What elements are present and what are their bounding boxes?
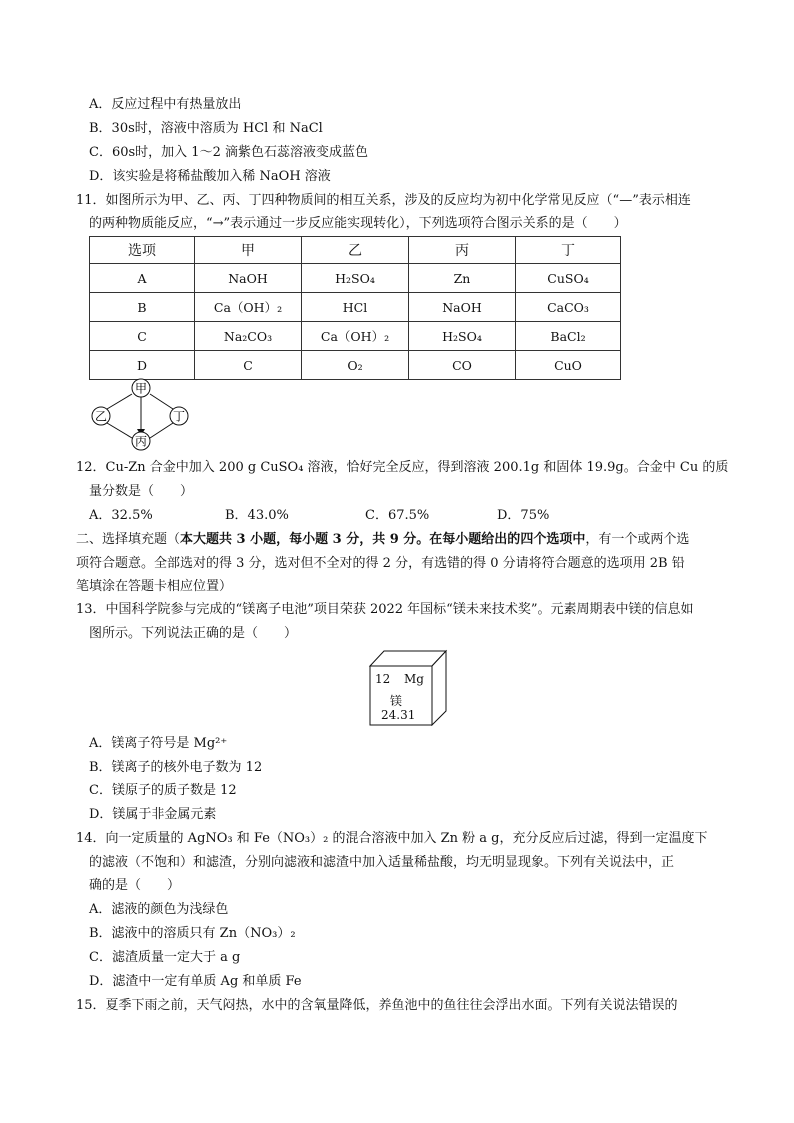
table-cell: NaOH [409, 293, 516, 322]
table-cell: O₂ [302, 351, 409, 380]
q11-stem-line1: 11．如图所示为甲、乙、丙、丁四种物质间的相互关系，涉及的反应均为初中化学常见反应（“—”表示相连 [76, 193, 691, 208]
periodic-element-card [367, 648, 449, 726]
table-cell: Ca（OH）₂ [302, 322, 409, 351]
table-cell: C [195, 351, 302, 380]
table-cell: D [90, 351, 195, 380]
q13-stem-line2: 图所示。下列说法正确的是（ ） [89, 626, 298, 641]
table-cell: BaCl₂ [516, 322, 621, 351]
table-header-cell: 乙 [302, 237, 409, 264]
q11-relation-diagram [86, 378, 196, 452]
atomic-mass: 24.31 [381, 708, 416, 722]
node-label-left: 乙 [94, 409, 108, 424]
q12-option-d: D．75% [497, 508, 550, 523]
q14-option-a: A．滤液的颜色为浅绿色 [89, 902, 229, 917]
table-cell: NaOH [195, 264, 302, 293]
node-label-bottom: 丙 [134, 434, 148, 449]
table-header-cell: 丙 [409, 237, 516, 264]
q10-option-d: D．该实验是将稀盐酸加入稀 NaOH 溶液 [89, 169, 331, 184]
table-header-cell: 丁 [516, 237, 621, 264]
table-header-cell: 甲 [195, 237, 302, 264]
node-label-top: 甲 [134, 381, 148, 396]
table-cell: Ca（OH）₂ [195, 293, 302, 322]
section2-heading-line1: 二、选择填充题（本大题共 3 小题，每小题 3 分，共 9 分。在每小题给出的四个选项中，有一个或两个选 [76, 532, 690, 547]
q11-options-table [89, 236, 621, 380]
q13-option-d: D．镁属于非金属元素 [89, 807, 217, 822]
table-cell: Na₂CO₃ [195, 322, 302, 351]
q12-option-c: C．67.5% [365, 508, 430, 523]
element-name: 镁 [390, 694, 403, 708]
table-cell: CuSO₄ [516, 264, 621, 293]
q12-stem-line2: 量分数是（ ） [89, 484, 194, 499]
node-label-right: 丁 [172, 409, 186, 424]
q13-stem-line1: 13．中国科学院参与完成的“镁离子电池”项目荣获 2022 年国标“镁未来技术奖”。元素周期表中镁的信息如 [76, 602, 694, 617]
table-cell: H₂SO₄ [302, 264, 409, 293]
q10-option-b: B．30s时，溶液中溶质为 HCl 和 NaCl [89, 121, 323, 136]
connector-line [150, 394, 173, 409]
q15-stem-line1: 15．夏季下雨之前，天气闷热，水中的含氧量降低，养鱼池中的鱼往往会浮出水面。下列有关说法错误的 [76, 998, 678, 1013]
q14-option-d: D．滤渣中一定有单质 Ag 和单质 Fe [89, 974, 302, 989]
q14-stem-line2: 的滤液（不饱和）和滤渣，分别向滤液和滤渣中加入适量稀盐酸，均无明显现象。下列有关说法中，正 [89, 855, 675, 870]
q10-option-a: A．反应过程中有热量放出 [89, 97, 242, 112]
q12-options [89, 506, 729, 526]
table-cell: HCl [302, 293, 409, 322]
q13-option-b: B．镁离子的核外电子数为 12 [89, 760, 263, 775]
table-row [90, 293, 621, 322]
table-cell: H₂SO₄ [409, 322, 516, 351]
connector-line [107, 394, 132, 409]
table-cell: B [90, 293, 195, 322]
q14-stem-line3: 确的是（ ） [89, 878, 181, 893]
table-cell: CaCO₃ [516, 293, 621, 322]
q10-option-c: C．60s时，加入 1～2 滴紫色石蕊溶液变成蓝色 [89, 145, 368, 160]
connector-line [107, 423, 132, 438]
table-cell: A [90, 264, 195, 293]
connector-line [150, 423, 173, 438]
q11-stem-line2: 的两种物质能反应，“→”表示通过一步反应能实现转化），下列选项符合图示关系的是（ ） [89, 216, 627, 231]
table-row [90, 264, 621, 293]
table-header-cell: 选项 [90, 237, 195, 264]
table-cell: CuO [516, 351, 621, 380]
table-cell: C [90, 322, 195, 351]
q14-option-b: B．滤液中的溶质只有 Zn（NO₃）₂ [89, 926, 296, 941]
section2-heading-line2: 项符合题意。全部选对的得 3 分，选对但不全对的得 2 分，有选错的得 0 分请将符合题意的选项用 2B 铅 [76, 556, 685, 571]
q12-option-a: A．32.5% [89, 508, 153, 523]
q14-option-c: C．滤渣质量一定大于 a g [89, 950, 241, 965]
atomic-number: 12 [375, 672, 391, 686]
q12-stem-line1: 12．Cu-Zn 合金中加入 200 g CuSO₄ 溶液，恰好完全反应，得到溶液 200.1g 和固体 19.9g。合金中 Cu 的质 [76, 460, 729, 475]
q14-stem-line1: 14．向一定质量的 AgNO₃ 和 Fe（NO₃）₂ 的混合溶液中加入 Zn 粉 a g，充分反应后过滤，得到一定温度下 [76, 831, 708, 846]
q13-option-c: C．镁原子的质子数是 12 [89, 783, 237, 798]
table-header-row [90, 237, 621, 264]
element-symbol: Mg [404, 672, 424, 686]
table-row [90, 351, 621, 380]
table-row [90, 322, 621, 351]
table-cell: CO [409, 351, 516, 380]
q13-option-a: A．镁离子符号是 Mg²⁺ [89, 736, 228, 751]
q12-option-b: B．43.0% [225, 508, 289, 523]
table-cell: Zn [409, 264, 516, 293]
section2-heading-line3: 笔填涂在答题卡相应位置） [76, 579, 233, 594]
